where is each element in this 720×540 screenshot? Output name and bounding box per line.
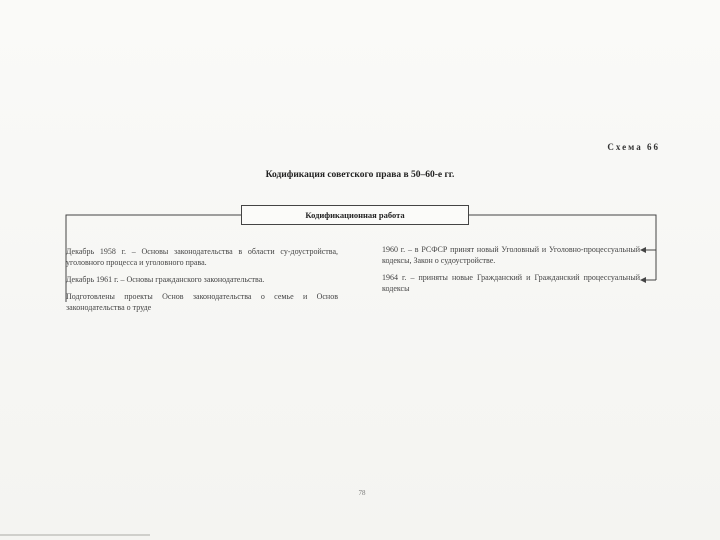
page-number: 78: [358, 489, 366, 497]
left-item-1: Декабрь 1958 г. – Основы законодательства в области су-доустройства, уголовного процесса и уголовного права.: [66, 247, 338, 267]
scheme-label: Схема 66: [607, 142, 660, 152]
right-item-1: 1960 г. – в РСФСР принят новый Уголовный и Уголовно-процессуальный кодексы, Закон о судоустройстве.: [382, 245, 640, 265]
left-column: [66, 246, 338, 319]
left-item-2: Декабрь 1961 г. – Основы гражданского законодательства.: [66, 275, 265, 284]
arrowhead-2: [640, 277, 646, 283]
center-box: [241, 205, 469, 225]
center-box-label: Кодификационная работа: [305, 210, 405, 220]
right-item-2: 1964 г. – приняты новые Гражданский и Гражданский процессуальный кодексы: [382, 273, 640, 293]
right-column: [382, 244, 640, 300]
diagram-title: Кодификация советского права в 50–60-е гг.: [265, 170, 455, 180]
scan-edge: [0, 534, 150, 536]
left-item-3: Подготовлены проекты Основ законодательства о семье и Основ законодательства о труде: [66, 292, 338, 312]
arrowhead-1: [640, 247, 646, 253]
